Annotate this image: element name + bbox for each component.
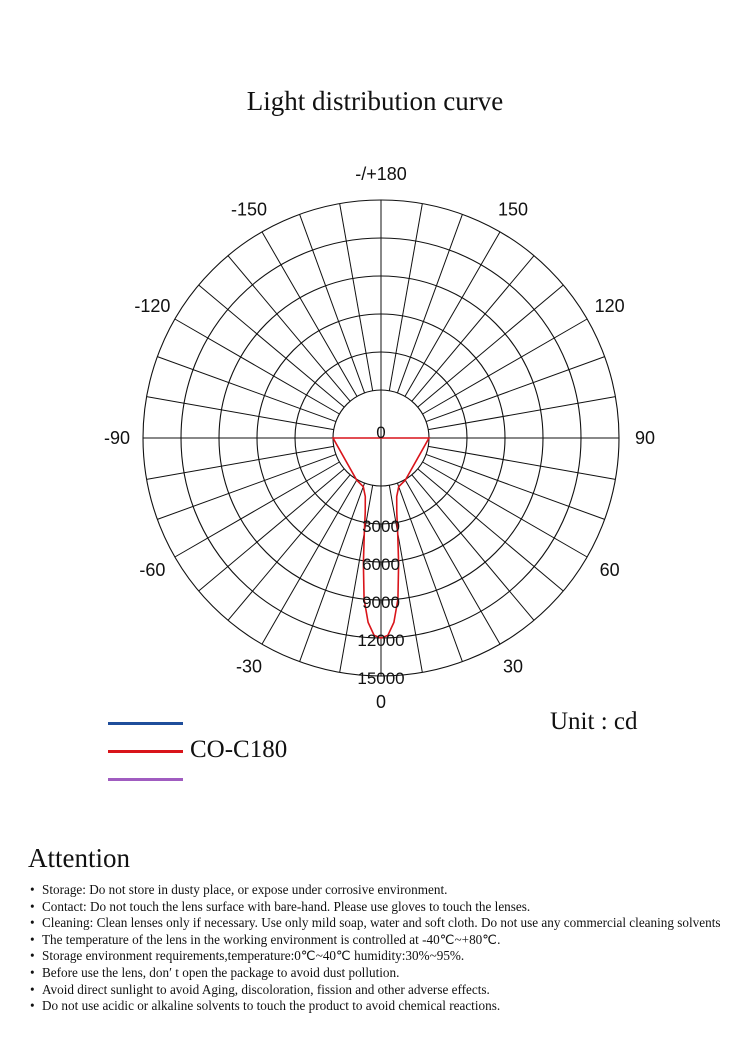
list-item: • Storage: Do not store in dusty place, or expose under corrosive environment.	[30, 882, 730, 899]
grid-spoke	[199, 469, 345, 591]
grid-spoke	[397, 214, 462, 393]
grid-spoke	[228, 475, 350, 621]
legend-line-purple	[108, 778, 183, 781]
grid-spoke	[228, 256, 350, 402]
angle-label: 120	[594, 296, 625, 316]
unit-label: Unit : cd	[550, 708, 638, 735]
attention-title: Attention	[28, 843, 130, 873]
radial-tick-label: 6000	[362, 555, 400, 574]
list-item: • Do not use acidic or alkaline solvents to touch the product to avoid chemical reactions.	[30, 998, 730, 1015]
grid-spoke	[397, 483, 462, 662]
grid-spoke	[147, 397, 334, 430]
grid-spoke	[428, 446, 615, 479]
grid-spoke	[157, 357, 336, 422]
angle-label: 90	[634, 428, 656, 448]
radial-tick-label: 12000	[357, 631, 405, 650]
grid-spoke	[300, 483, 365, 662]
grid-spoke	[426, 357, 605, 422]
angle-label: -/+180	[355, 164, 407, 184]
list-item: • Storage environment requirements,temperature:0℃~40℃ humidity:30%~95%.	[30, 948, 730, 965]
grid-spoke	[418, 469, 564, 591]
legend-line-blue	[108, 722, 183, 725]
radial-tick-label: 9000	[362, 593, 400, 612]
angle-label: -120	[134, 296, 171, 316]
radial-tick-label: 0	[376, 423, 386, 442]
angle-label: -90	[103, 428, 131, 448]
chart-title: Light distribution curve	[246, 86, 504, 116]
grid-spoke	[426, 454, 605, 519]
list-item: • Avoid direct sunlight to avoid Aging, discoloration, fission and other adverse effects.	[30, 982, 730, 999]
list-item: • The temperature of the lens in the working environment is controlled at -40℃~+80℃.	[30, 932, 730, 949]
legend-label: CO-C180	[190, 736, 288, 763]
grid-spoke	[300, 214, 365, 393]
list-item: • Cleaning: Clean lenses only if necessary. Use only mild soap, water and soft cloth. Do not use any commercial cleaning solvents	[30, 915, 730, 932]
legend-line-red	[108, 750, 183, 753]
radial-tick-label: 3000	[362, 517, 400, 536]
angle-label: 150	[497, 199, 529, 220]
radial-tick-label: 15000	[357, 669, 405, 688]
angle-label: -30	[235, 656, 263, 677]
grid-spoke	[147, 446, 334, 479]
angle-label: -60	[139, 560, 166, 580]
grid-spoke	[389, 204, 422, 391]
grid-spoke	[340, 204, 373, 391]
grid-spoke	[157, 454, 336, 519]
list-item: • Contact: Do not touch the lens surface with bare-hand. Please use gloves to touch the lenses.	[30, 899, 730, 916]
list-item: • Before use the lens, don′ t open the package to avoid dust pollution.	[30, 965, 730, 982]
grid-spoke	[412, 475, 534, 621]
grid-spoke	[199, 285, 345, 407]
angle-label: 0	[375, 692, 387, 712]
grid-spoke	[412, 256, 534, 402]
angle-label: -150	[230, 199, 268, 220]
angle-label: 60	[599, 560, 620, 580]
grid-spoke	[428, 397, 615, 430]
grid-spoke	[418, 285, 564, 407]
attention-list	[30, 882, 730, 1015]
angle-label: 30	[502, 656, 524, 677]
